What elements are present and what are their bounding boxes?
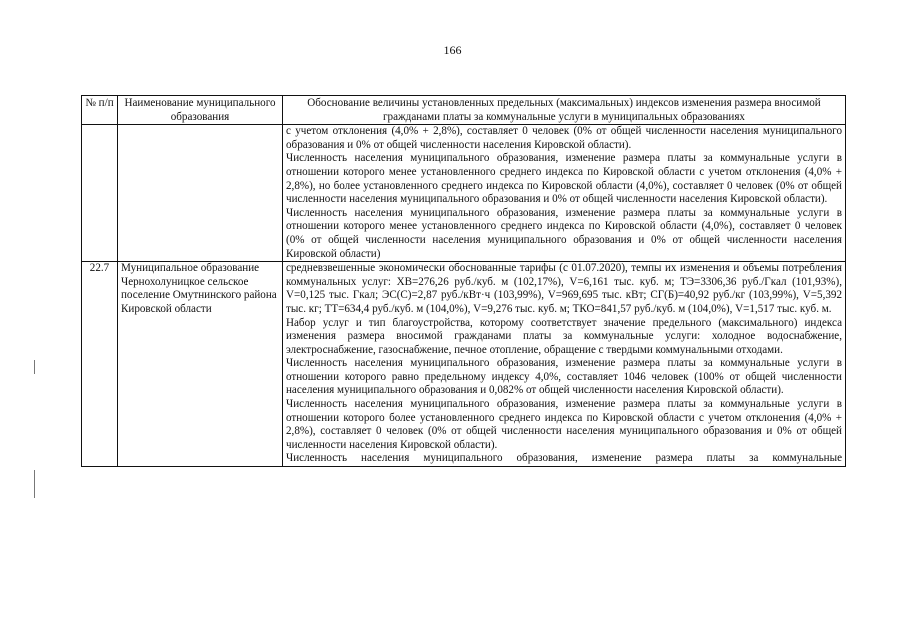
justification-paragraph: Численность населения муниципального образования, изменение размера платы за коммунальные услуги в отношении которого равно предельному индексу 4,0%, составляет 1046 человек (100% от общей численности населения муниципального образования и 0,082% от общей численности населения Кировской области). (286, 357, 842, 397)
table-header-row (82, 96, 846, 125)
header-name: Наименование муниципального образования (118, 96, 283, 125)
justification-paragraph: Численность населения муниципального образования, изменение размера платы за коммунальные услуги в отношении которого менее установленного среднего индекса по Кировской области (4,0%), составляет 0 человек (0% от общей численности населения муниципального образования и 0% от общей численности населения Кировской области) (286, 206, 842, 260)
scan-artifact-mark (34, 360, 35, 374)
scan-artifact-mark (34, 470, 35, 498)
table-row (82, 262, 846, 467)
tariff-justification-table (81, 95, 846, 467)
justification-paragraph: с учетом отклонения (4,0% + 2,8%), составляет 0 человек (0% от общей численности населения муниципального образования и 0% от общей численности населения Кировской области). (286, 125, 842, 151)
row-num: 22.7 (82, 262, 118, 467)
row-justification (283, 125, 846, 262)
justification-paragraph: средневзвешенные экономически обоснованные тарифы (с 01.07.2020), темпы их изменения и объемы потребления коммунальных услуг: ХВ=276,26 руб./куб. м (102,17%), V=6,161 тыс. куб. м; ТЭ=3306,36 руб./Гкал (101,93%), V=0,125 тыс. Гкал; ЭС(С)=2,87 руб./кВт·ч (103,99%), V=969,695 тыс. кВт; СГ(Б)=40,92 руб./кг (103,99%), V=5,392 тыс. кг; ТТ=634,4 руб./куб. м (104,0%), V=9,276 тыс. куб. м; ТКО=841,57 руб./куб. м (104,0%), V=1,517 тыс. куб. м. (286, 262, 842, 315)
page-number: 166 (443, 43, 462, 57)
table-row (82, 125, 846, 262)
justification-paragraph: Численность населения муниципального образования, изменение размера платы за коммунальные услуги в отношении которого более установленного среднего индекса по Кировской области с учетом отклонения (4,0% + 2,8%), составляет 0 человек (0% от общей численности населения муниципального образования и 0% от общей численности населения Кировской области). (286, 398, 842, 451)
row-municipality-name (118, 125, 283, 262)
header-justification: Обоснование величины установленных предельных (максимальных) индексов изменения размера вносимой гражданами платы за коммунальные услуги в муниципальных образованиях (283, 96, 846, 125)
row-num (82, 125, 118, 262)
justification-paragraph: Численность населения муниципального образования, изменение размера платы за коммунальные услуги в отношении которого менее установленного среднего индекса по Кировской области с учетом отклонения (4,0% + 2,8%), но более установленного среднего индекса по Кировской области (4,0%), составляет 0 человек (0% от общей численности населения муниципального образования и 0% от общей численности населения Кировской области). (286, 152, 842, 206)
header-num: № п/п (82, 96, 118, 125)
row-justification (283, 262, 846, 467)
justification-paragraph: Численность населения муниципального образования, изменение размера платы за коммунальные (286, 452, 842, 465)
justification-paragraph: Набор услуг и тип благоустройства, которому соответствует значение предельного (максимального) индекса изменения размера вносимой гражданами платы за коммунальные услуги: холодное водоснабжение, электроснабжение, газоснабжение, печное отопление, обращение с твердыми коммунальными отходами. (286, 316, 842, 356)
row-municipality-name: Муниципальное образование Чернохолуницкое сельское поселение Омутнинского района Кировской области (118, 262, 283, 467)
